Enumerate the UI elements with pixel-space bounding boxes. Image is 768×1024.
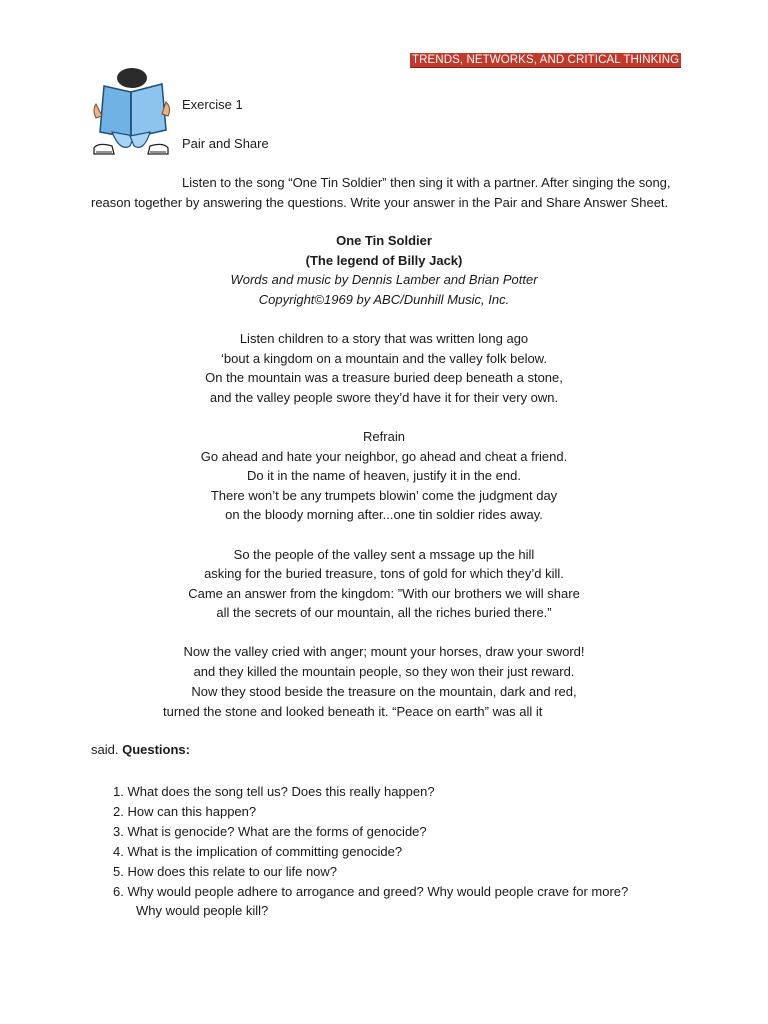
refrain-label: Refrain [363, 428, 405, 444]
lyric-end-word: said. [91, 742, 119, 757]
lyric-line: and they killed the mountain people, so they won their just reward. [193, 664, 575, 680]
header-tag: TRENDS, NETWORKS, AND CRITICAL THINKING [412, 54, 680, 66]
lyric-line: On the mountain was a treasure buried deep beneath a stone, [205, 370, 563, 386]
questions-heading: Questions: [122, 742, 190, 757]
lyric-line: Go ahead and hate your neighbor, go ahead and cheat a friend. [200, 448, 568, 464]
lyric-line: There won’t be any trumpets blowin’ come the judgment day [210, 487, 558, 503]
lyric-line: Now they stood beside the treasure on the mountain, dark and red, [191, 683, 577, 699]
question-item [113, 842, 693, 862]
song-lyrics [0, 231, 768, 701]
question-number: 6. [113, 883, 124, 899]
exercise-label: Exercise 1 [182, 97, 243, 112]
question-text-continued: Why would people kill? [136, 903, 269, 919]
question-number: 1. [113, 784, 124, 799]
question-item [113, 882, 693, 922]
lyric-line: and the valley people swore they’d have it for their very own. [209, 389, 559, 405]
activity-label: Pair and Share [182, 136, 269, 151]
question-number: 3. [113, 823, 124, 839]
question-item [113, 862, 693, 882]
question-text: What is genocide? What are the forms of genocide? [127, 823, 427, 839]
lyric-line: turned the stone and looked beneath it. “Peace on earth” was all it [163, 704, 543, 719]
instructions-text: Listen to the song “One Tin Soldier” then sing it with a partner. After singing the song, reason together by answering the questions. Write your answer in the Pair and Share Answer Sheet. [91, 175, 671, 210]
lyric-line: on the bloody morning after...one tin soldier rides away. [225, 507, 543, 523]
song-copyright: Copyright©1969 by ABC/Dunhill Music, Inc. [258, 291, 510, 307]
question-number: 4. [113, 843, 124, 859]
question-text: What does the song tell us? Does this really happen? [127, 784, 435, 799]
question-item [113, 802, 693, 822]
said-questions-line [91, 740, 190, 760]
song-credits: Words and music by Dennis Lamber and Brian Potter [230, 272, 538, 288]
child-reading-book-icon [90, 66, 172, 158]
question-text: How does this relate to our life now? [127, 863, 338, 879]
question-item [113, 782, 693, 802]
lyric-line: Now the valley cried with anger; mount your horses, draw your sword! [183, 644, 585, 660]
question-text: How can this happen? [127, 803, 257, 819]
song-title: One Tin Soldier [336, 233, 432, 248]
lyric-line: Do it in the name of heaven, justify it in the end. [247, 468, 521, 484]
lyric-line: Listen children to a story that was written long ago [239, 330, 529, 346]
lyric-line: So the people of the valley sent a mssage up the hill [233, 546, 535, 562]
question-text: Why would people adhere to arrogance and greed? Why would people crave for more? [127, 883, 629, 899]
lyric-line: Came an answer from the kingdom: ”With our brothers we will share [188, 585, 580, 601]
questions-list [113, 782, 693, 921]
instructions-paragraph [91, 173, 681, 212]
lyric-line: ‘bout a kingdom on a mountain and the valley folk below. [221, 350, 547, 366]
question-item [113, 822, 693, 842]
question-text: What is the implication of committing genocide? [127, 843, 403, 859]
song-subtitle: (The legend of Billy Jack) [305, 252, 463, 268]
question-number: 5. [113, 863, 124, 879]
question-number: 2. [113, 803, 124, 819]
lyric-line: asking for the buried treasure, tons of gold for which they’d kill. [204, 566, 564, 582]
lyric-line: all the secrets of our mountain, all the riches buried there.” [216, 605, 552, 621]
